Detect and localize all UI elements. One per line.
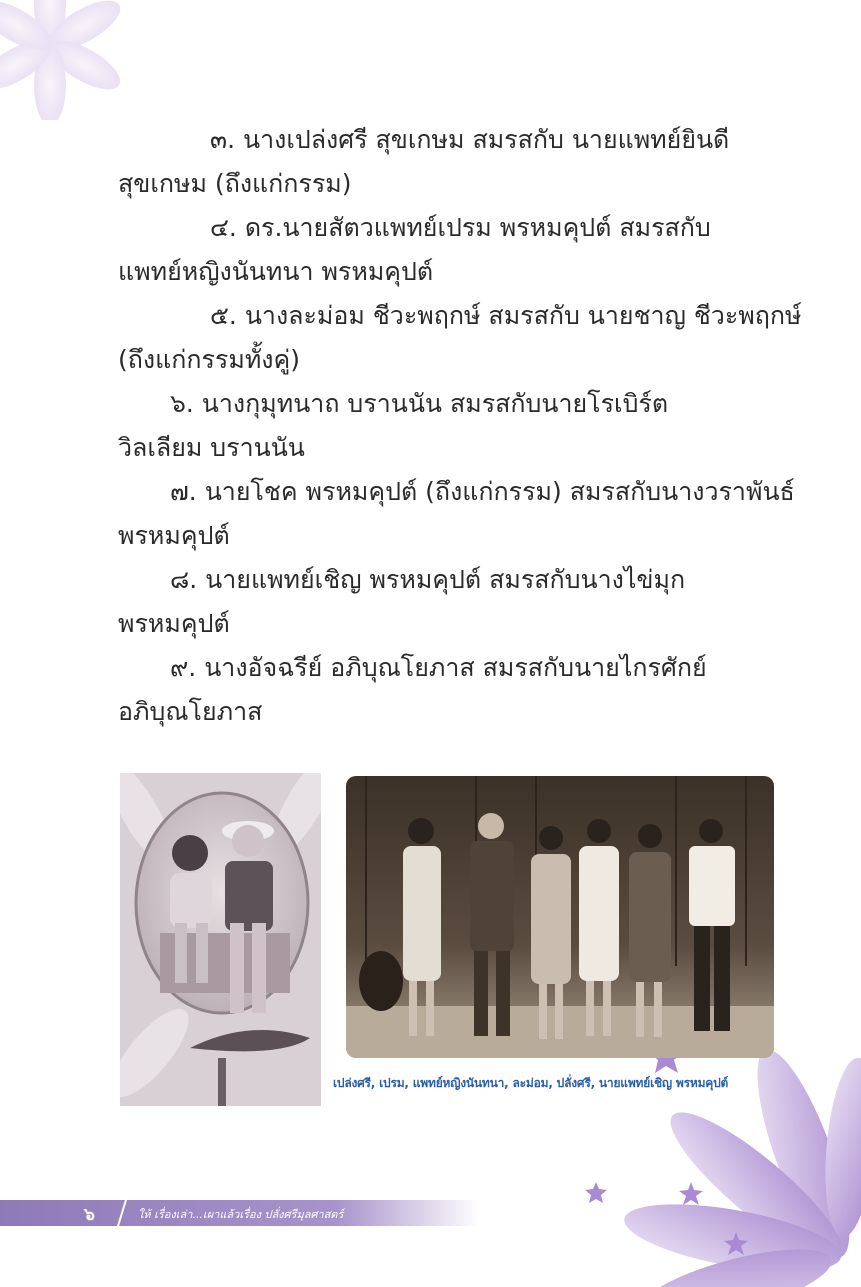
children-photo [120,773,321,1106]
list-item-6: ๖. นางกุมุทนาถ บรานนัน สมรสกับนายโรเบิร์ต [170,389,669,418]
list-item-3: ๓. นางเปล่งศรี สุขเกษม สมรสกับ นายแพทย์ยินดี [210,125,730,154]
page-number: ๖ [84,1205,95,1225]
running-footer-title: ให้ เรื่องเล่า...เผาแล้วเรื่อง ปลั่งศรีมุลศาสตร์ [138,1208,344,1221]
list-item-7-cont: พรหมคุปต์ [118,521,230,550]
list-item-4: ๔. ดร.นายสัตวแพทย์เปรม พรหมคุปต์ สมรสกับ [210,213,711,242]
body-text [118,118,802,734]
photo-caption: เปล่งศรี, เปรม, แพทย์หญิงนันทนา, ละม่อม, ปลั่งศรี, นายแพทย์เชิญ พรหมคุปต์ [333,1076,729,1090]
list-item-8: ๘. นายแพทย์เชิญ พรหมคุปต์ สมรสกับนางไข่มุก [170,565,686,594]
list-item-6-cont: วิลเลียม บรานนัน [118,433,305,462]
list-item-8-cont: พรหมคุปต์ [118,609,230,638]
list-item-5-cont: (ถึงแก่กรรมทั้งคู่) [118,345,300,374]
list-item-7: ๗. นายโชค พรหมคุปต์ (ถึงแก่กรรม) สมรสกับนางวราพันธ์ [170,477,795,506]
list-item-9: ๙. นางอัจฉรีย์ อภิบุณโยภาส สมรสกับนายไกรศักย์ [170,653,707,682]
corner-flower-decoration [0,0,140,120]
list-item-3-cont: สุขเกษม (ถึงแก่กรรม) [118,169,352,198]
list-item-5: ๕. นางละม่อม ชีวะพฤกษ์ สมรสกับ นายชาญ ชีวะพฤกษ์ [210,301,802,330]
list-item-9-cont: อภิบุณโยภาส [118,697,263,726]
family-group-photo [346,776,774,1058]
list-item-4-cont: แพทย์หญิงนันทนา พรหมคุปต์ [118,257,434,286]
